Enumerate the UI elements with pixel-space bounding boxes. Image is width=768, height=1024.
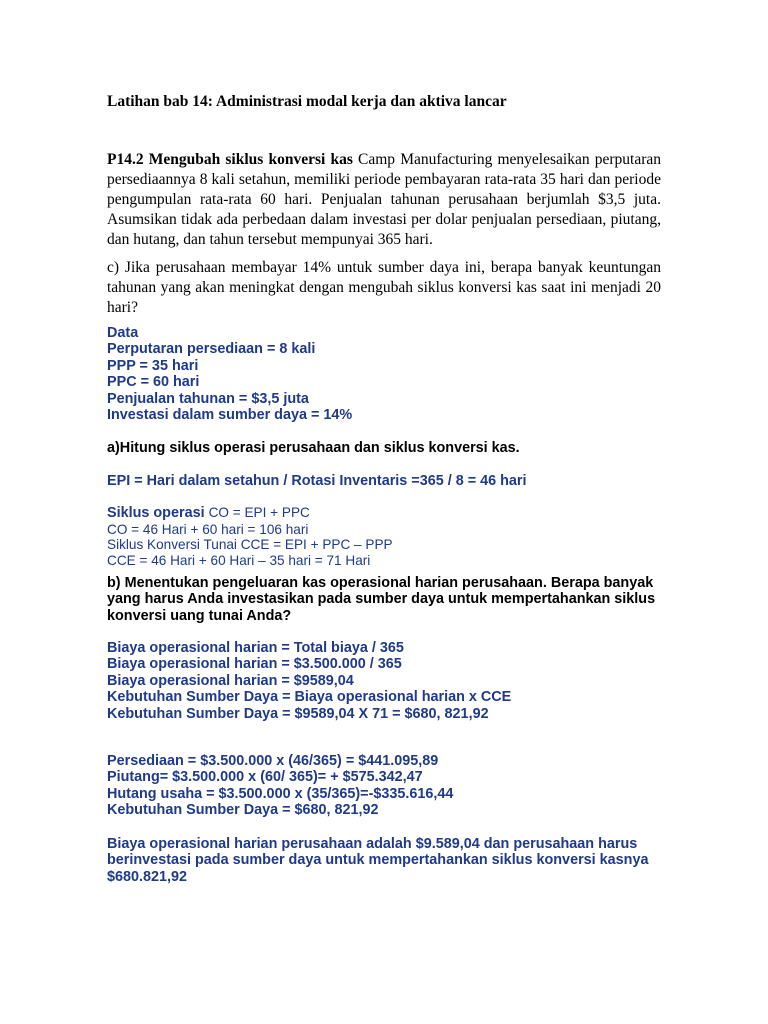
- data-line: PPP = 35 hari: [107, 357, 199, 374]
- data-heading: Data: [107, 325, 139, 341]
- document-title: Latihan bab 14: Administrasi modal kerja dan aktiva lancar: [107, 93, 507, 110]
- data-line: Investasi dalam sumber daya = 14%: [107, 407, 353, 424]
- resource-breakdown: [107, 753, 661, 819]
- calc-line: Kebutuhan Sumber Daya = Biaya operasional harian x CCE: [107, 689, 512, 706]
- data-line: PPC = 60 hari: [107, 374, 200, 391]
- operating-cycle-label: Siklus operasi: [107, 505, 205, 521]
- data-line: Penjualan tahunan = $3,5 juta: [107, 390, 309, 407]
- question-b: b) Menentukan pengeluaran kas operasional harian perusahaan. Berapa banyak yang harus Anda investasikan pada sumber daya untuk mempertahankan siklus konversi uang tunai Anda?: [107, 575, 656, 624]
- calc-line: Persediaan = $3.500.000 x (46/365) = $441.095,89: [107, 753, 439, 769]
- daily-cost-section: [107, 640, 661, 722]
- calc-line: Biaya operasional harian = Total biaya / 365: [107, 640, 404, 656]
- cce-formula: Siklus Konversi Tunai CCE = EPI + PPC – PPP: [107, 537, 393, 553]
- cce-calc: CCE = 46 Hari + 60 Hari – 35 hari = 71 Hari: [107, 552, 371, 568]
- question-a: a)Hitung siklus operasi perusahaan dan siklus konversi kas.: [107, 440, 520, 456]
- problem-label: P14.2 Mengubah siklus konversi kas: [107, 151, 353, 168]
- problem-statement: [107, 150, 661, 250]
- epi-calculation: EPI = Hari dalam setahun / Rotasi Inventaris =365 / 8 = 46 hari: [107, 473, 527, 489]
- calc-line: Hutang usaha = $3.500.000 x (35/365)=-$335.616,44: [107, 785, 454, 802]
- operating-cycle-line: [107, 505, 661, 522]
- data-line: Perputaran persediaan = 8 kali: [107, 341, 316, 358]
- calc-line: Biaya operasional harian = $9589,04: [107, 672, 354, 689]
- calc-line: Kebutuhan Sumber Daya = $9589,04 X 71 = $680, 821,92: [107, 705, 489, 722]
- calc-line: Piutang= $3.500.000 x (60/ 365)= + $575.342,47: [107, 769, 423, 786]
- question-c: c) Jika perusahaan membayar 14% untuk sumber daya ini, berapa banyak keuntungan tahunan yang akan meningkat dengan mengubah siklus konversi kas saat ini menjadi 20 hari?: [107, 259, 661, 316]
- operating-cycle-calc: CO = 46 Hari + 60 hari = 106 hari: [107, 521, 309, 537]
- calc-line: Kebutuhan Sumber Daya = $680, 821,92: [107, 802, 379, 819]
- operating-cycle-formula: CO = EPI + PPC: [208, 505, 310, 520]
- calc-line: Biaya operasional harian = $3.500.000 / 365: [107, 656, 402, 673]
- cycle-calculations: [107, 505, 661, 568]
- data-section: [107, 325, 661, 423]
- conclusion: Biaya operasional harian perusahaan adalah $9.589,04 dan perusahaan harus berinvestasi pada sumber daya untuk mempertahankan siklus konversi kasnya $680.821,92: [107, 836, 649, 885]
- problem-text: Camp Manufacturing menyelesaikan perputaran persediaannya 8 kali setahun, memiliki periode pembayaran rata-rata 35 hari dan periode pengumpulan rata-rata 60 hari. Penjualan tahunan perusahaan berjumlah $3,5 juta. Asumsikan tidak ada perbedaan dalam investasi per dolar penjualan persediaan, piutang, dan hutang, dan tahun tersebut mempunyai 365 hari.: [107, 151, 661, 248]
